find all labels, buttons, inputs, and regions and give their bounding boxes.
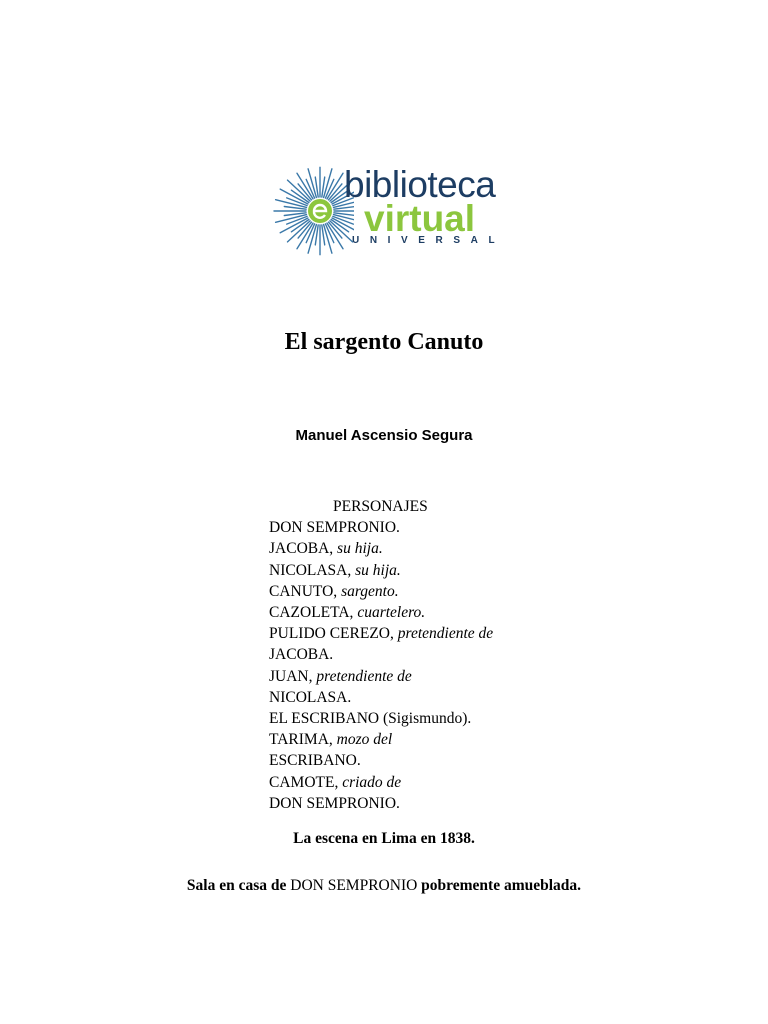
cast-role: criado de xyxy=(342,773,402,791)
cast-line xyxy=(269,793,493,814)
biblioteca-virtual-logo xyxy=(264,164,514,264)
cast-name: ESCRIBANO. xyxy=(269,752,361,770)
cast-role: mozo del xyxy=(336,731,393,749)
cast-role: sargento. xyxy=(341,582,399,600)
book-author: Manuel Ascensio Segura xyxy=(295,427,473,444)
cast-name: CAZOLETA, xyxy=(269,604,358,622)
cast-role: cuartelero. xyxy=(357,604,426,622)
cast-name: NICOLASA. xyxy=(269,688,352,706)
cast-line xyxy=(269,729,493,750)
cast-line xyxy=(269,602,493,623)
cast-heading: PERSONAJES xyxy=(333,498,428,515)
cast-name: DON SEMPRONIO. xyxy=(269,519,400,537)
cast-line xyxy=(269,623,493,644)
logo-word-biblioteca: biblioteca xyxy=(344,164,496,205)
logo-word-universal: UNIVERSAL xyxy=(352,235,506,246)
cast-line xyxy=(269,538,493,559)
cast-role: su hija. xyxy=(355,561,401,579)
cast-list xyxy=(269,496,493,814)
cast-line xyxy=(269,666,493,687)
cast-role: su hija. xyxy=(337,540,383,558)
logo-word-virtual: virtual xyxy=(364,198,476,239)
starburst-icon xyxy=(264,164,354,264)
setting-part2: DON SEMPRONIO xyxy=(290,877,418,894)
cast-name: CANUTO, xyxy=(269,582,342,600)
cast-role: pretendiente de xyxy=(397,625,494,643)
cast-name: DON SEMPRONIO. xyxy=(269,794,400,812)
cast-name: NICOLASA, xyxy=(269,561,356,579)
cast-line xyxy=(269,772,493,793)
scene-note: La escena en Lima en 1838. xyxy=(293,830,475,847)
book-title: El sargento Canuto xyxy=(284,329,484,355)
cast-name: JACOBA. xyxy=(269,646,334,664)
cast-line xyxy=(269,581,493,602)
cast-line xyxy=(269,687,493,708)
cast-lines xyxy=(269,517,493,814)
cast-line xyxy=(269,644,493,665)
cast-line xyxy=(269,750,493,771)
cast-name: JACOBA, xyxy=(269,540,338,558)
setting-part3: pobremente amueblada. xyxy=(417,877,582,894)
cast-name: EL ESCRIBANO (Sigismundo). xyxy=(269,710,472,728)
cast-role: pretendiente de xyxy=(316,667,412,685)
cast-name: JUAN, xyxy=(269,667,317,685)
cast-line xyxy=(269,560,493,581)
cast-name: PULIDO CEREZO, xyxy=(269,625,398,643)
cast-line xyxy=(269,517,493,538)
cast-name: TARIMA, xyxy=(269,731,337,749)
cast-name: CAMOTE, xyxy=(269,773,343,791)
setting-part1: Sala en casa de xyxy=(186,877,291,894)
cast-line xyxy=(269,708,493,729)
setting-note xyxy=(0,875,768,896)
